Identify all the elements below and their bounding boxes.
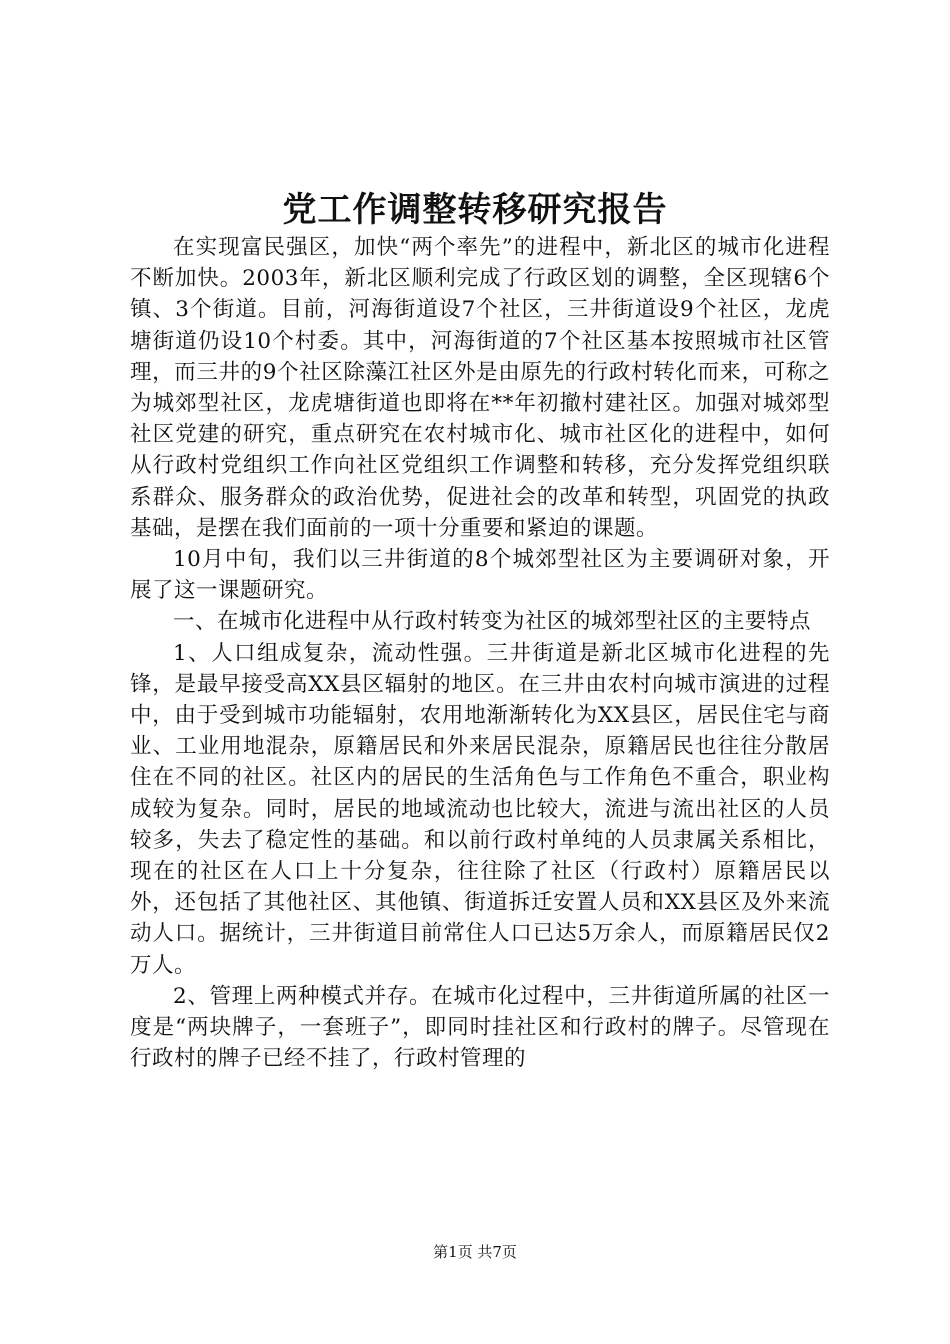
- paragraph-intro: 在实现富民强区，加快“两个率先”的进程中，新北区的城市化进程不断加快。2003年，新北区顺利完成了行政区划的调整，全区现辖6个镇、3个街道。目前，河海街道设7个社区，三井街道设9个社区，龙虎塘街道仍设10个村委。其中，河海街道的7个社区基本按照城市社区管理，而三井的9个社区除藻江社区外是由原先的行政村转化而来，可称之为城郊型社区，龙虎塘街道也即将在**年初撤村建社区。加强对城郊型社区党建的研究，重点研究在农村城市化、城市社区化的进程中，如何从行政村党组织工作向社区党组织工作调整和转移，充分发挥党组织联系群众、服务群众的政治优势，促进社会的改革和转型，巩固党的执政基础，是摆在我们面前的一项十分重要和紧迫的课题。: [130, 235, 830, 541]
- page-footer: 第1页 共7页: [433, 1243, 517, 1261]
- paragraph-point-2: 2、管理上两种模式并存。在城市化过程中，三井街道所属的社区一度是“两块牌子，一套班子”，即同时挂社区和行政村的牌子。尽管现在行政村的牌子已经不挂了，行政村管理的: [130, 983, 830, 1072]
- section-heading-1: 一、在城市化进程中从行政村转变为社区的城郊型社区的主要特点: [173, 609, 812, 635]
- paragraph-point-1: 1、人口组成复杂，流动性强。三井街道是新北区城市化进程的先锋，是最早接受高XX县区辐射的地区。在三井由农村向城市演进的过程中，由于受到城市功能辐射，农用地渐渐转化为XX县区，居民住宅与商业、工业用地混杂，原籍居民和外来居民混杂，原籍居民也往往分散居住在不同的社区。社区内的居民的生活角色与工作角色不重合，职业构成较为复杂。同时，居民的地域流动也比较大，流进与流出社区的人员较多，失去了稳定性的基础。和以前行政村单纯的人员隶属关系相比，现在的社区在人口上十分复杂，往往除了社区（行政村）原籍居民以外，还包括了其他社区、其他镇、街道拆迁安置人员和XX县区及外来流动人口。据统计，三井街道目前常住人口已达5万余人，而原籍居民仅2万人。: [130, 640, 830, 978]
- paragraph-research-scope: 10月中旬，我们以三井街道的8个城郊型社区为主要调研对象，开展了这一课题研究。: [130, 547, 830, 604]
- document-body: [130, 232, 830, 1074]
- document-title: 党工作调整转移研究报告: [282, 190, 668, 230]
